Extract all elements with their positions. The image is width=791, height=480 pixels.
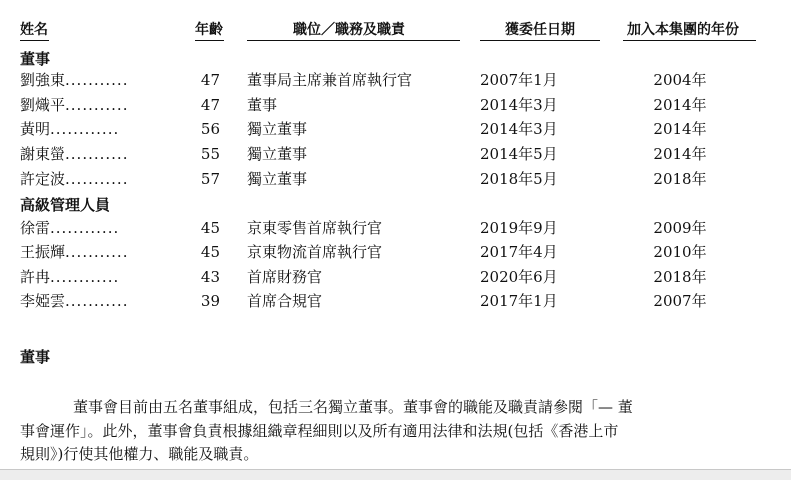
board-paragraph-line-3: 規則》)行使其他權力、職能及職責。 (20, 445, 259, 463)
leader-dots: ........... (65, 71, 129, 89)
header-age: 年齡 (195, 22, 223, 38)
date-cell: 2014年3月 (480, 120, 558, 138)
person-name: 徐雷 (20, 219, 51, 237)
leader-dots: ........... (65, 243, 129, 261)
person-name: 劉強東 (20, 71, 66, 89)
person-name: 李婭雲 (20, 292, 66, 310)
year-cell: 2010年 (653, 243, 707, 261)
board-paragraph-line-2: 事會運作」。此外，董事會負責根據組織章程細則以及所有適用法律和法規(包括《香港上市 (20, 422, 619, 440)
position-cell: 董事局主席兼首席執行官 (247, 71, 413, 89)
age-cell: 47 (200, 96, 220, 114)
person-name: 王振輝 (20, 243, 66, 261)
position-cell: 京東零售首席執行官 (247, 219, 383, 237)
name-cell (20, 169, 128, 189)
section-title-directors: 董事 (20, 50, 51, 68)
year-cell: 2007年 (653, 292, 707, 310)
person-name: 許定波 (20, 170, 66, 188)
position-cell: 首席合規官 (247, 292, 323, 310)
leader-dots: ............ (50, 268, 120, 286)
name-cell (20, 119, 119, 139)
date-cell: 2014年5月 (480, 145, 558, 163)
name-cell (20, 144, 128, 164)
header-appointment-date: 獲委任日期 (505, 22, 575, 38)
name-cell (20, 95, 128, 115)
leader-dots: ............ (50, 219, 120, 237)
header-position: 職位／職務及職責 (293, 22, 405, 38)
header-join-year-underline (623, 40, 756, 41)
position-cell: 獨立董事 (247, 145, 308, 163)
date-cell: 2019年9月 (480, 219, 558, 237)
leader-dots: ........... (65, 292, 129, 310)
age-cell: 55 (200, 145, 220, 163)
person-name: 黃明 (20, 120, 51, 138)
position-cell: 獨立董事 (247, 170, 308, 188)
date-cell: 2017年1月 (480, 292, 558, 310)
age-cell: 45 (200, 243, 220, 261)
person-name: 許冉 (20, 268, 51, 286)
header-name-underline (20, 40, 49, 41)
header-join-year: 加入本集團的年份 (627, 22, 739, 38)
position-cell: 獨立董事 (247, 120, 308, 138)
date-cell: 2014年3月 (480, 96, 558, 114)
position-cell: 董事 (247, 96, 278, 114)
age-cell: 47 (200, 71, 220, 89)
year-cell: 2014年 (653, 145, 707, 163)
age-cell: 39 (200, 292, 220, 310)
year-cell: 2004年 (653, 71, 707, 89)
viewer-bottom-edge (0, 469, 791, 480)
name-cell (20, 242, 128, 262)
name-cell (20, 291, 128, 311)
board-paragraph-line-1: 董事會目前由五名董事組成，包括三名獨立董事。董事會的職能及職責請參閱「— 董 (73, 398, 633, 416)
board-heading: 董事 (20, 348, 51, 366)
age-cell: 43 (200, 268, 220, 286)
position-cell: 首席財務官 (247, 268, 323, 286)
leader-dots: ........... (65, 145, 129, 163)
date-cell: 2007年1月 (480, 71, 558, 89)
leader-dots: ............ (50, 120, 120, 138)
person-name: 劉熾平 (20, 96, 66, 114)
age-cell: 56 (200, 120, 220, 138)
year-cell: 2018年 (653, 170, 707, 188)
header-position-underline (247, 40, 460, 41)
date-cell: 2020年6月 (480, 268, 558, 286)
person-name: 謝東螢 (20, 145, 66, 163)
date-cell: 2017年4月 (480, 243, 558, 261)
age-cell: 45 (200, 219, 220, 237)
age-cell: 57 (200, 170, 220, 188)
year-cell: 2009年 (653, 219, 707, 237)
year-cell: 2014年 (653, 96, 707, 114)
header-age-underline (195, 40, 224, 41)
leader-dots: ........... (65, 96, 129, 114)
section-title-senior-management: 高級管理人員 (20, 196, 111, 214)
name-cell (20, 267, 119, 287)
year-cell: 2018年 (653, 268, 707, 286)
name-cell (20, 70, 128, 90)
name-cell (20, 218, 119, 238)
year-cell: 2014年 (653, 120, 707, 138)
date-cell: 2018年5月 (480, 170, 558, 188)
position-cell: 京東物流首席執行官 (247, 243, 383, 261)
header-name: 姓名 (20, 22, 48, 38)
header-appointment-date-underline (480, 40, 600, 41)
leader-dots: ........... (65, 170, 129, 188)
